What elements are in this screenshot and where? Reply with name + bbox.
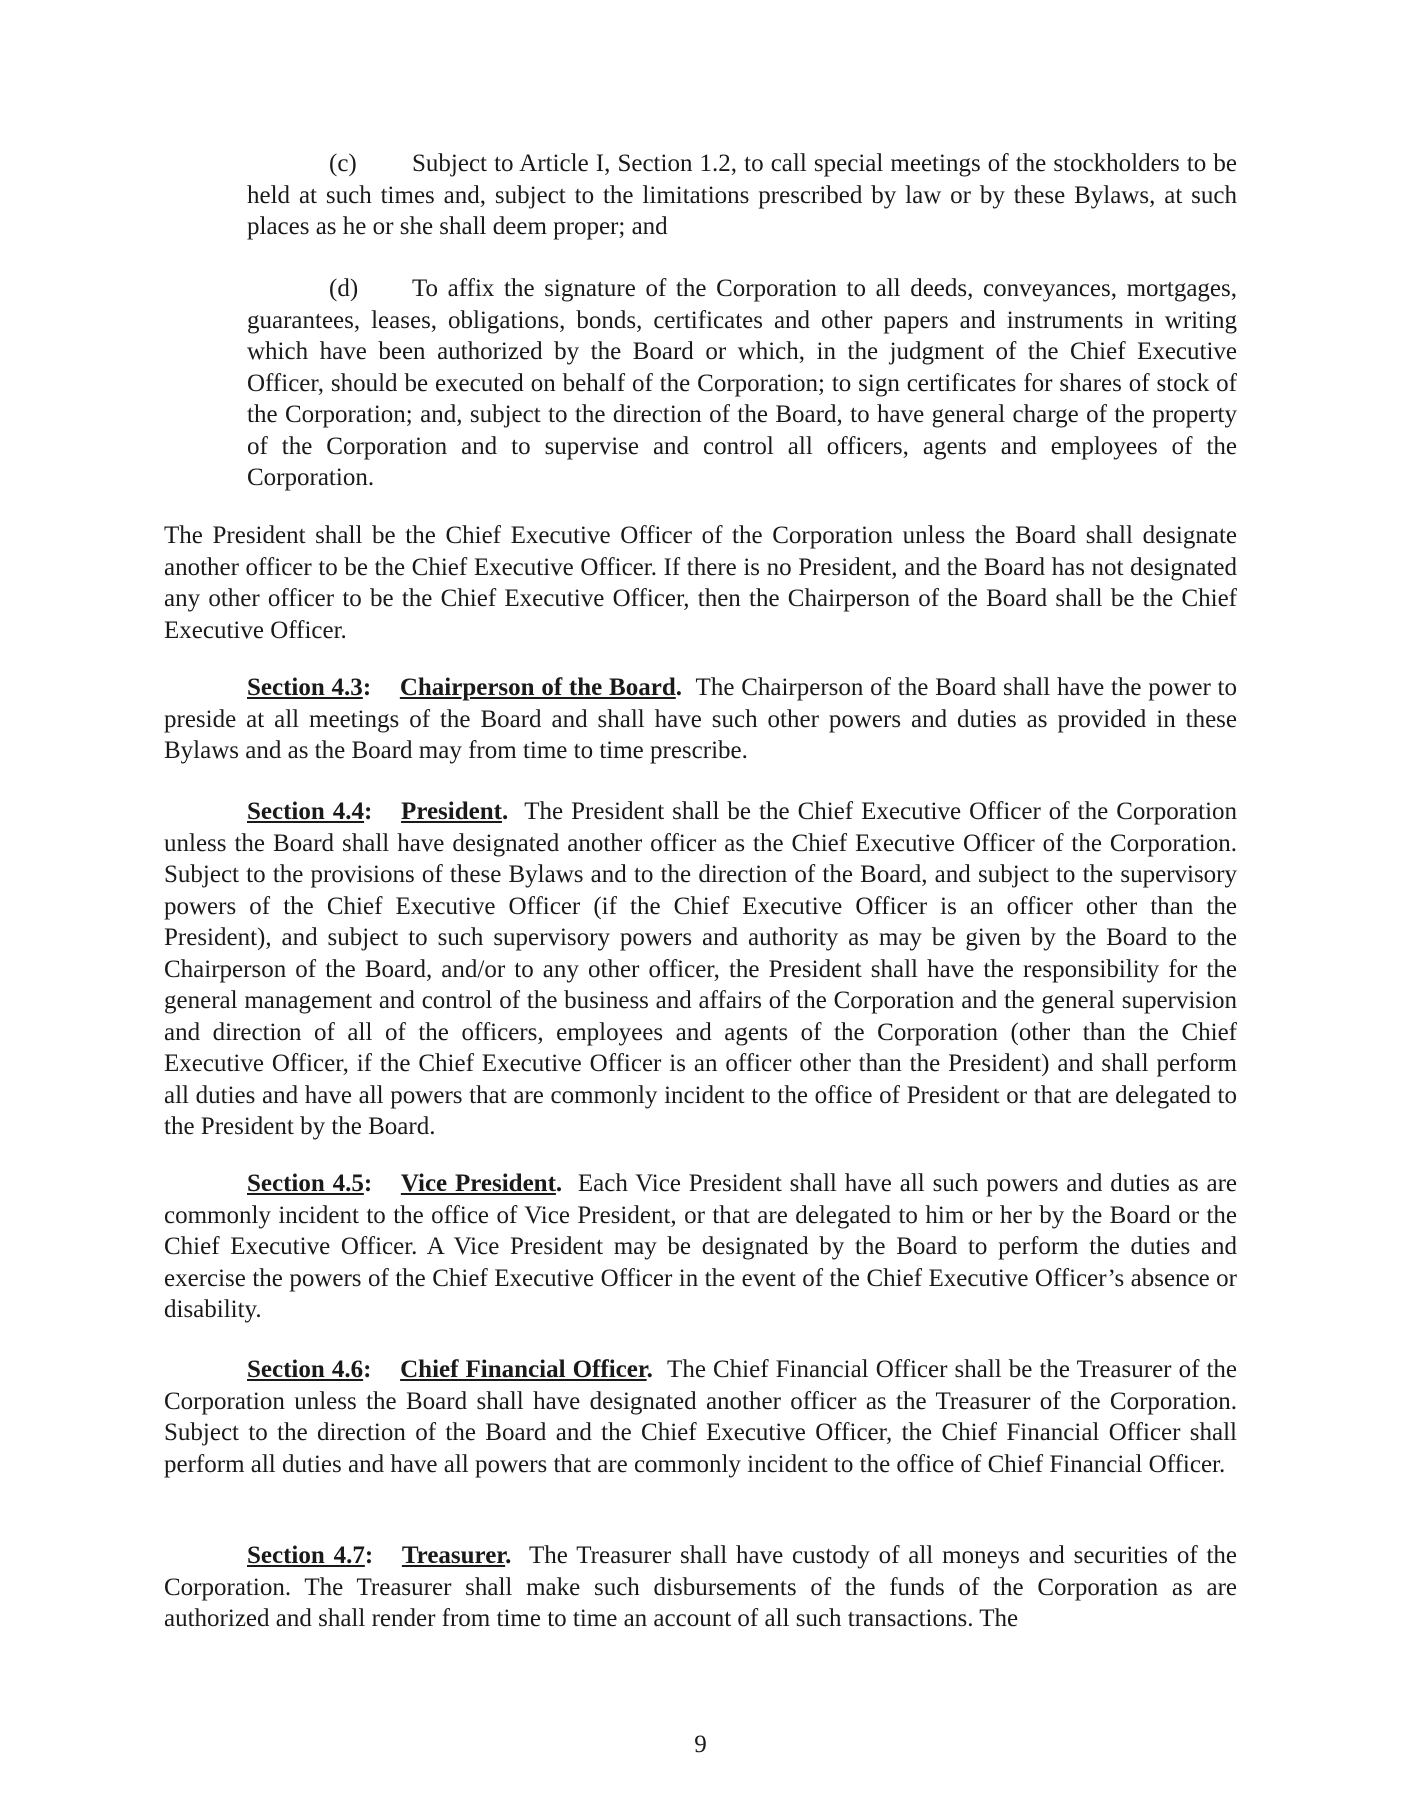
section-4-3-text: The Chairperson of the Board shall have the power to preside at all meetings of the Board and shall have such other powers and duties as provided in these Bylaws and as the Board may from time to time prescribe. bbox=[164, 674, 1237, 764]
section-4-4 bbox=[164, 796, 1237, 1143]
section-4-7 bbox=[164, 1540, 1237, 1635]
paragraph-d-label: (d) bbox=[329, 275, 359, 302]
section-4-4-colon: : bbox=[364, 798, 373, 825]
section-4-3-title: Chairperson of the Board bbox=[399, 674, 676, 701]
section-4-7-colon: : bbox=[364, 1542, 374, 1569]
president-ceo-paragraph: The President shall be the Chief Executive Officer of the Corporation unless the Board shall designate another officer to be the Chief Executive Officer. If there is no President, and the Board has not designated any other officer to be the Chief Executive Officer, then the Chairperson of the Board shall be the Chief Executive Officer. bbox=[164, 522, 1237, 644]
section-4-6-number: Section 4.6 bbox=[247, 1356, 364, 1383]
section-4-5-colon: : bbox=[363, 1170, 373, 1197]
section-4-6-text: The Chief Financial Officer shall be the Treasurer of the Corporation unless the Board shall have designated another officer as the Treasurer of the Corporation. Subject to the direction of the Board and the Chief Executive Officer, the Chief Financial Officer shall perform all duties and have all powers that are commonly incident to the office of Chief Financial Officer. bbox=[164, 1356, 1238, 1478]
paragraph-d-text: To affix the signature of the Corporation to all deeds, conveyances, mortgages, guarantees, leases, obligations, bonds, certificates and other papers and instruments in writing which have been authorized by the Board or which, in the judgment of the Chief Executive Officer, should be executed on behalf of the Corporation; to sign certificates for shares of stock of the Corporation; and, subject to the direction of the Board, to have general charge of the property of the Corporation and to supervise and control all officers, agents and employees of the Corporation. bbox=[247, 275, 1237, 491]
section-4-5-dot: . bbox=[555, 1170, 563, 1197]
section-4-5-number: Section 4.5 bbox=[247, 1170, 364, 1197]
section-4-4-dot: . bbox=[501, 798, 509, 825]
section-4-4-title: President bbox=[401, 798, 502, 825]
section-4-6 bbox=[164, 1354, 1237, 1480]
section-4-5 bbox=[164, 1168, 1237, 1326]
paragraph-d bbox=[247, 273, 1237, 494]
section-4-3-number: Section 4.3 bbox=[247, 674, 363, 701]
paragraph-c bbox=[247, 148, 1237, 243]
section-4-3-colon: : bbox=[362, 674, 372, 701]
section-4-7-number: Section 4.7 bbox=[247, 1542, 365, 1569]
section-4-3 bbox=[164, 672, 1237, 767]
section-4-5-text: Each Vice President shall have all such powers and duties as are commonly incident to the office of Vice President, or that are delegated to him or her by the Board or the Chief Executive Officer. A Vice President may be designated by the Board to perform the duties and exercise the powers of the Chief Executive Officer in the event of the Chief Executive Officer’s absence or disability. bbox=[164, 1170, 1238, 1323]
paragraph-c-label: (c) bbox=[329, 150, 357, 177]
section-4-3-dot: . bbox=[675, 674, 682, 701]
section-4-4-text: The President shall be the Chief Executive Officer of the Corporation unless the Board shall have designated another officer as the Chief Executive Officer of the Corporation. Subject to the provisions of these Bylaws and to the direction of the Board, and subject to the supervisory powers of the Chief Executive Officer (if the Chief Executive Officer is an officer other than the President), and subject to such supervisory powers and authority as may be given by the Board to the Chairperson of the Board, and/or to any other officer, the President shall have the responsibility for the general management and control of the business and affairs of the Corporation and the general supervision and direction of all of the officers, employees and agents of the Corporation (other than the Chief Executive Officer, if the Chief Executive Officer is an officer other than the President) and shall perform all duties and have all powers that are commonly incident to the office of President or that are delegated to the President by the Board. bbox=[164, 798, 1238, 1140]
section-4-7-title: Treasurer bbox=[401, 1542, 506, 1569]
section-4-6-dot: . bbox=[646, 1356, 653, 1383]
section-4-5-title: Vice President bbox=[400, 1170, 556, 1197]
section-4-6-title: Chief Financial Officer bbox=[400, 1356, 647, 1383]
page-number: 9 bbox=[694, 1731, 707, 1758]
section-4-6-colon: : bbox=[363, 1356, 372, 1383]
section-4-7-text: The Treasurer shall have custody of all moneys and securities of the Corporation. The Treasurer shall make such disbursements of the funds of the Corporation as are authorized and shall render from time to time an account of all such transactions. The bbox=[164, 1542, 1238, 1632]
section-4-7-dot: . bbox=[505, 1542, 512, 1569]
section-4-4-number: Section 4.4 bbox=[247, 798, 365, 825]
paragraph-c-text: Subject to Article I, Section 1.2, to call special meetings of the stockholders to be held at such times and, subject to the limitations prescribed by law or by these Bylaws, at such places as he or she shall deem proper; and bbox=[247, 150, 1237, 240]
